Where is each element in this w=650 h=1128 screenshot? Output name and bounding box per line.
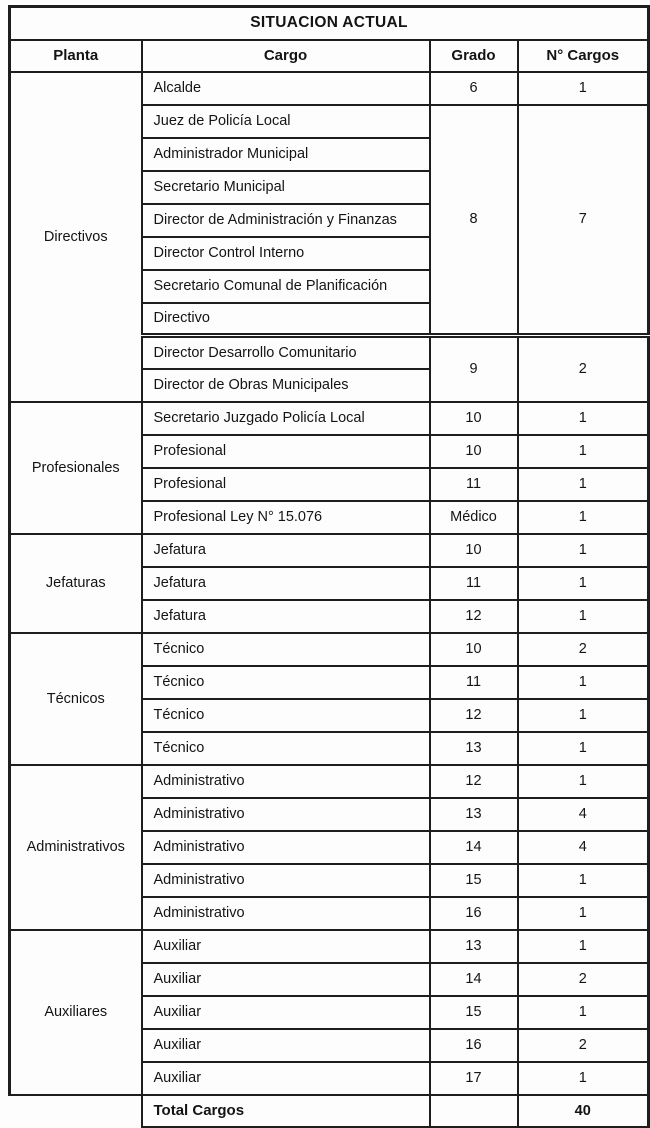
cargo-cell: Auxiliar <box>142 996 430 1029</box>
cantidad-cell: 1 <box>518 567 649 600</box>
cargo-cell: Jefatura <box>142 567 430 600</box>
cargo-cell: Administrador Municipal <box>142 138 430 171</box>
grado-cell: 6 <box>430 72 518 105</box>
table-title-row <box>10 7 649 40</box>
grado-cell: 11 <box>430 666 518 699</box>
grado-cell: 11 <box>430 468 518 501</box>
cantidad-cell: 1 <box>518 897 649 930</box>
cargo-cell: Profesional <box>142 435 430 468</box>
cantidad-cell: 2 <box>518 1029 649 1062</box>
grado-cell: 8 <box>430 105 518 336</box>
grado-cell: 11 <box>430 567 518 600</box>
table-row <box>10 72 649 105</box>
cantidad-cell: 2 <box>518 633 649 666</box>
grado-cell: 13 <box>430 732 518 765</box>
grado-cell: 10 <box>430 402 518 435</box>
planta-cell: Directivos <box>10 72 142 402</box>
total-grado-cell <box>430 1095 518 1128</box>
cargo-cell: Jefatura <box>142 600 430 633</box>
cantidad-cell: 7 <box>518 105 649 336</box>
planta-cell: Auxiliares <box>10 930 142 1095</box>
grado-cell: 10 <box>430 435 518 468</box>
cargo-cell: Administrativo <box>142 765 430 798</box>
cargo-cell: Profesional <box>142 468 430 501</box>
grado-cell: Médico <box>430 501 518 534</box>
grado-cell: 17 <box>430 1062 518 1095</box>
column-header-cargo: Cargo <box>142 40 430 72</box>
table-row <box>10 633 649 666</box>
planta-cell: Administrativos <box>10 765 142 930</box>
cargo-cell: Director Control Interno <box>142 237 430 270</box>
cantidad-cell: 1 <box>518 996 649 1029</box>
cantidad-cell: 1 <box>518 930 649 963</box>
cargo-cell: Alcalde <box>142 72 430 105</box>
cargo-cell: Secretario Municipal <box>142 171 430 204</box>
table-row <box>10 402 649 435</box>
grado-cell: 13 <box>430 798 518 831</box>
grado-cell: 13 <box>430 930 518 963</box>
grado-cell: 9 <box>430 336 518 402</box>
grado-cell: 15 <box>430 864 518 897</box>
cargo-cell: Profesional Ley N° 15.076 <box>142 501 430 534</box>
grado-cell: 16 <box>430 897 518 930</box>
cantidad-cell: 1 <box>518 402 649 435</box>
cantidad-cell: 1 <box>518 699 649 732</box>
planta-cell: Jefaturas <box>10 534 142 633</box>
column-header-planta: Planta <box>10 40 142 72</box>
cargo-cell: Técnico <box>142 732 430 765</box>
column-header-grado: Grado <box>430 40 518 72</box>
grado-cell: 10 <box>430 633 518 666</box>
cargo-cell: Director Desarrollo Comunitario <box>142 336 430 369</box>
cargo-cell: Director de Obras Municipales <box>142 369 430 402</box>
grado-cell: 16 <box>430 1029 518 1062</box>
table-title: SITUACION ACTUAL <box>10 7 649 40</box>
cargo-cell: Secretario Juzgado Policía Local <box>142 402 430 435</box>
cargo-cell: Auxiliar <box>142 1029 430 1062</box>
total-cantidad-cell: 40 <box>518 1095 649 1128</box>
cantidad-cell: 1 <box>518 732 649 765</box>
grado-cell: 14 <box>430 831 518 864</box>
cantidad-cell: 1 <box>518 534 649 567</box>
planta-cell: Técnicos <box>10 633 142 765</box>
table-row <box>10 930 649 963</box>
cargo-cell: Director de Administración y Finanzas <box>142 204 430 237</box>
cantidad-cell: 1 <box>518 600 649 633</box>
cargo-cell: Jefatura <box>142 534 430 567</box>
cargo-cell: Secretario Comunal de Planificación <box>142 270 430 303</box>
cantidad-cell: 1 <box>518 468 649 501</box>
total-row <box>10 1095 649 1128</box>
cargo-cell: Técnico <box>142 633 430 666</box>
cantidad-cell: 1 <box>518 864 649 897</box>
cantidad-cell: 1 <box>518 72 649 105</box>
cantidad-cell: 1 <box>518 1062 649 1095</box>
cargo-cell: Auxiliar <box>142 930 430 963</box>
cargo-cell: Técnico <box>142 666 430 699</box>
grado-cell: 12 <box>430 699 518 732</box>
cantidad-cell: 1 <box>518 501 649 534</box>
total-row-blank-area <box>10 1095 142 1128</box>
grado-cell: 15 <box>430 996 518 1029</box>
table-row <box>10 534 649 567</box>
table-header-row <box>10 40 649 72</box>
cantidad-cell: 4 <box>518 831 649 864</box>
cantidad-cell: 4 <box>518 798 649 831</box>
cantidad-cell: 1 <box>518 666 649 699</box>
cargo-cell: Auxiliar <box>142 1062 430 1095</box>
cargo-cell: Administrativo <box>142 831 430 864</box>
cantidad-cell: 2 <box>518 336 649 402</box>
cantidad-cell: 1 <box>518 435 649 468</box>
cargo-cell: Administrativo <box>142 798 430 831</box>
grado-cell: 14 <box>430 963 518 996</box>
grado-cell: 12 <box>430 600 518 633</box>
planta-cell: Profesionales <box>10 402 142 534</box>
cargo-cell: Administrativo <box>142 897 430 930</box>
cantidad-cell: 2 <box>518 963 649 996</box>
column-header-n-cargos: N° Cargos <box>518 40 649 72</box>
table-row <box>10 765 649 798</box>
cargo-cell: Juez de Policía Local <box>142 105 430 138</box>
cargo-cell: Administrativo <box>142 864 430 897</box>
total-label-cell: Total Cargos <box>142 1095 430 1128</box>
situacion-actual-table <box>8 5 650 1128</box>
grado-cell: 12 <box>430 765 518 798</box>
grado-cell: 10 <box>430 534 518 567</box>
cargo-cell: Técnico <box>142 699 430 732</box>
cargo-cell: Directivo <box>142 303 430 336</box>
cantidad-cell: 1 <box>518 765 649 798</box>
cargo-cell: Auxiliar <box>142 963 430 996</box>
